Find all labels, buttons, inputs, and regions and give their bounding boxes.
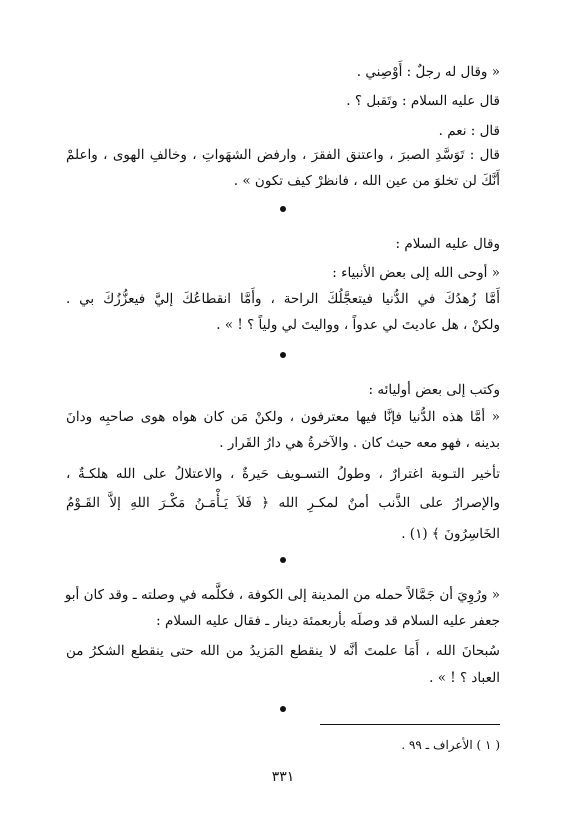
text-line: « أوحى الله إلى بعض الأنبياء : — [332, 265, 500, 281]
text-line: ولكنْ ، هل عاديتَ لي عدواً ، وواليتَ لي ولياً ؟ ! » . — [216, 317, 500, 333]
text-line: أَنَّكَ لن تخلوَ من عين الله ، فانظرْ كيف تكون » . — [233, 173, 500, 189]
text-line: « ورُوِيَ أن جَمَّالاً حمله من المدينة إلى الكوفة ، فكلَّمه في وصلته ـ وقد كان أبو — [64, 587, 500, 603]
section-separator-dot — [280, 352, 286, 358]
text-line: « وقال له رجلٌ : أَوْصِني . — [356, 64, 500, 80]
text-line: والإصرارُ على الذَّنب أمنٌ لمكـرِ الله ﴿ فَلاَ يَـأْمَـنُ مَكْـرَ اللهِ إلاَّ القَـوْمُ — [66, 495, 500, 511]
footnote: ( ١ ) الأعراف ـ ٩٩ . — [401, 738, 500, 752]
text-line: الخَاسِرُونَ ﴾ (١) . — [401, 526, 500, 542]
text-line: بدينه ، فهو معه حيث كان . والآخرةُ هي دارُ القَرار . — [219, 435, 500, 451]
section-separator-dot — [280, 706, 286, 712]
text-line: وقال عليه السلام : — [395, 236, 500, 252]
page-number: ٣٣١ — [271, 769, 295, 785]
text-line: « أمَّا هذه الدُّنيا فإنَّا فيها معترفون ، ولكنْ مَن كان هواه هوى صاحبِه ودانَ — [66, 409, 500, 425]
section-separator-dot — [280, 557, 286, 563]
text-line: قال عليه السلام : وتَقبل ؟ . — [346, 93, 500, 109]
text-line: جعفر عليه السلام قد وصلَه بأربعمئة دينار ـ فقال عليه السلام : — [156, 613, 500, 629]
text-line: أَمَّا زُهدُكَ في الدُّنيا فيتعجَّلُكَ الراحة ، وأَمَّا انقطاعُكَ إليَّ فيعزُّزُكَ بي . — [66, 291, 500, 307]
text-line: قال : تَوَسَّدِ الصبرَ ، واعتنق الفقرَ ، وارفض الشهَواتِ ، وخالفِ الهوى ، واعلمْ — [66, 147, 500, 163]
text-line: وكتب إلى بعض أوليائه : — [368, 382, 500, 398]
section-separator-dot — [280, 206, 286, 212]
footnote-rule — [320, 724, 500, 725]
text-line: سُبحانَ الله ، أَمَا علمتَ أنَّه لا ينقطع المَزيدُ من الله حتى ينقطع الشكرُ من — [66, 643, 500, 659]
text-line: العباد ؟ ! » . — [429, 670, 500, 686]
text-line: تأخير التـوبة اغترارٌ ، وطولُ التسـويف حَيرةٌ ، والاعتلالُ على الله هلكـةٌ ، — [66, 466, 500, 482]
text-line: قال : نعم . — [438, 123, 500, 139]
